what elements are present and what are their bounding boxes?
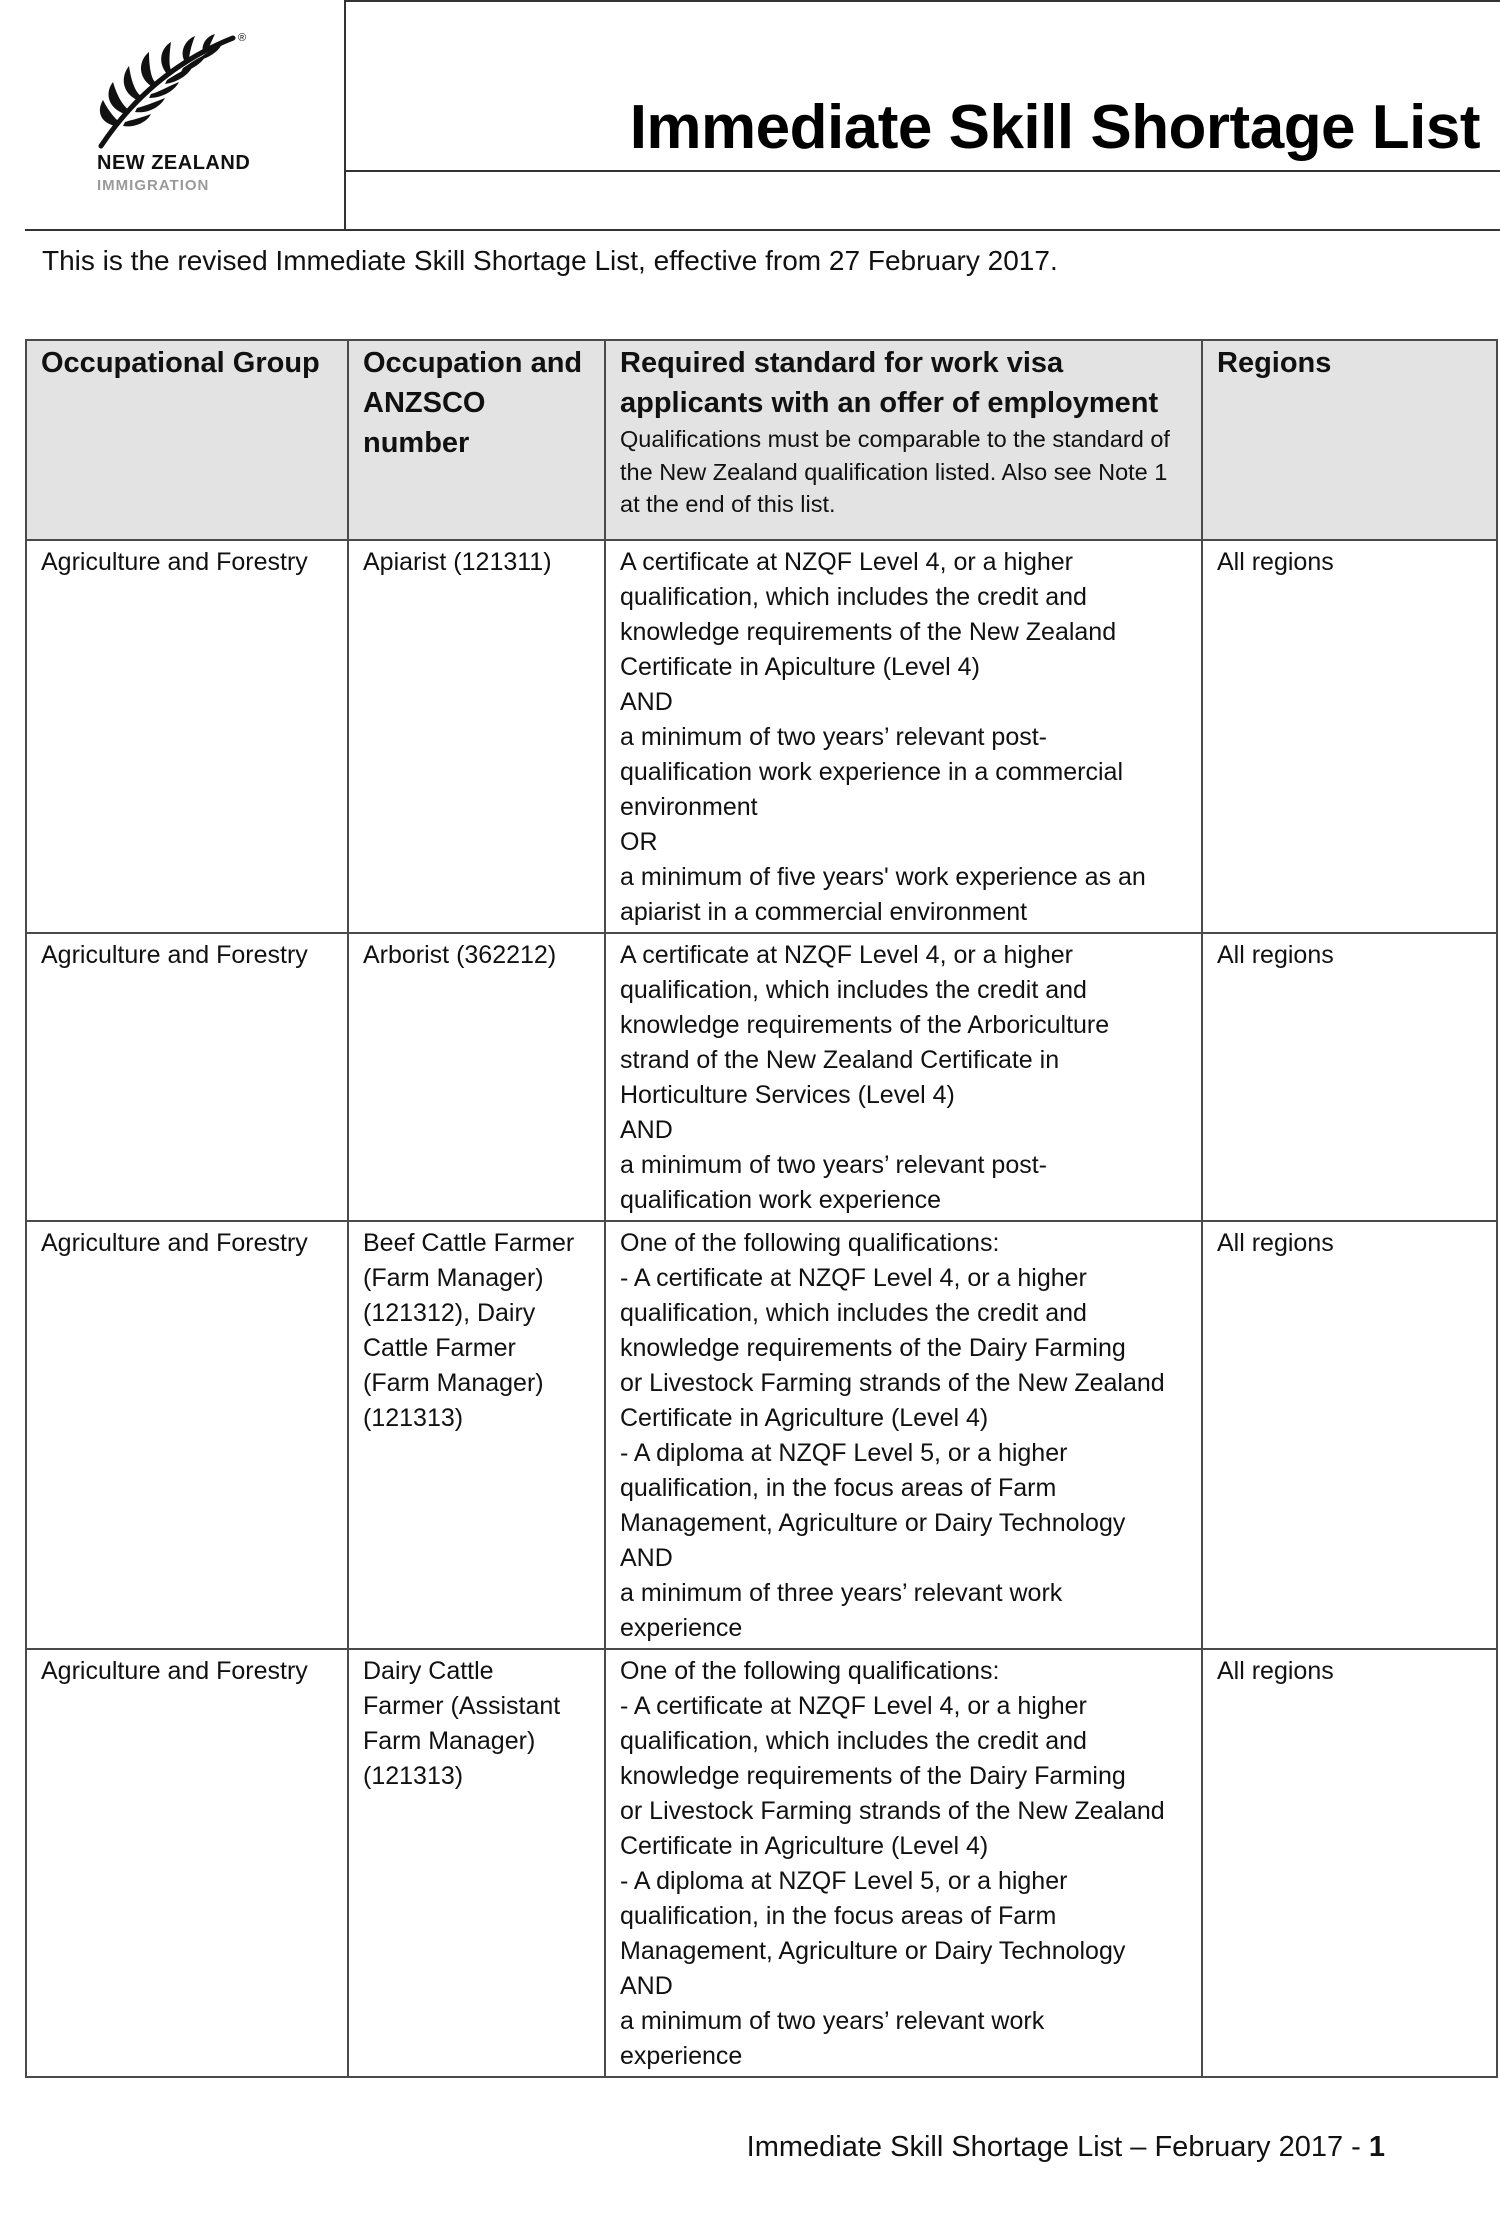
- standard-line: environment: [620, 793, 758, 821]
- header-rule-bottom: [25, 229, 1500, 231]
- cell-occupation: [348, 540, 605, 933]
- nz-immigration-logo: [95, 30, 275, 200]
- occupation-line: Apiarist (121311): [363, 548, 552, 576]
- standard-line: AND: [620, 1972, 673, 2000]
- occupation-line: (Farm Manager): [363, 1264, 544, 1292]
- table-row: [26, 1649, 1497, 2077]
- standard-line: A certificate at NZQF Level 4, or a higher: [620, 548, 1073, 576]
- standard-line: qualification work experience in a commercial: [620, 758, 1124, 786]
- occupation-line: Cattle Farmer: [363, 1334, 516, 1362]
- standard-line: - A certificate at NZQF Level 4, or a higher: [620, 1264, 1087, 1292]
- standard-line: Management, Agriculture or Dairy Technology: [620, 1937, 1126, 1965]
- document-title: Immediate Skill Shortage List: [629, 93, 1480, 162]
- silver-fern-icon: [95, 30, 245, 150]
- standard-line: Horticulture Services (Level 4): [620, 1081, 955, 1109]
- cell-required-standard: [605, 540, 1202, 933]
- standard-line: experience: [620, 1614, 743, 1642]
- cell-regions: All regions: [1202, 933, 1497, 1221]
- standard-line: a minimum of five years' work experience as an: [620, 863, 1146, 891]
- cell-regions: All regions: [1202, 1649, 1497, 2077]
- cell-required-standard: [605, 1221, 1202, 1649]
- standard-line: knowledge requirements of the Dairy Farming: [620, 1334, 1126, 1362]
- occupation-line: Farm Manager): [363, 1727, 536, 1755]
- table-row: [26, 933, 1497, 1221]
- cell-required-standard: [605, 1649, 1202, 2077]
- header-rule-vertical: [344, 0, 346, 230]
- table-header-row: [26, 340, 1497, 540]
- page-footer: [747, 2131, 1385, 2164]
- occupation-line: Arborist (362212): [363, 941, 557, 969]
- standard-line: AND: [620, 688, 673, 716]
- header-occupation: Occupation and ANZSCO number: [348, 340, 605, 540]
- registered-mark: ®: [238, 32, 247, 44]
- standard-line: qualification, which includes the credit and: [620, 1299, 1087, 1327]
- header-rule-middle: [344, 170, 1500, 172]
- skill-shortage-table: [25, 339, 1498, 2078]
- standard-line: strand of the New Zealand Certificate in: [620, 1046, 1060, 1074]
- cell-regions: All regions: [1202, 540, 1497, 933]
- header-occupational-group: Occupational Group: [26, 340, 348, 540]
- footer-page-number: 1: [1368, 2131, 1385, 2163]
- standard-line: qualification work experience: [620, 1186, 942, 1214]
- header-regions: Regions: [1202, 340, 1497, 540]
- logo-text-new-zealand: NEW ZEALAND: [97, 152, 251, 174]
- standard-line: - A certificate at NZQF Level 4, or a higher: [620, 1692, 1087, 1720]
- cell-occupational-group: Agriculture and Forestry: [26, 933, 348, 1221]
- standard-line: qualification, which includes the credit and: [620, 976, 1087, 1004]
- standard-line: apiarist in a commercial environment: [620, 898, 1028, 926]
- header-required-standard: [605, 340, 1202, 540]
- standard-line: - A diploma at NZQF Level 5, or a higher: [620, 1867, 1068, 1895]
- cell-occupational-group: Agriculture and Forestry: [26, 1649, 348, 2077]
- header-required-standard-title: Required standard for work visa applicants with an offer of employment: [620, 347, 1159, 419]
- occupation-line: (Farm Manager): [363, 1369, 544, 1397]
- cell-occupation: [348, 1649, 605, 2077]
- standard-line: a minimum of two years’ relevant post-: [620, 1151, 1048, 1179]
- standard-line: qualification, in the focus areas of Farm: [620, 1902, 1057, 1930]
- intro-text: This is the revised Immediate Skill Shortage List, effective from 27 February 2017.: [42, 245, 1058, 276]
- standard-line: OR: [620, 828, 658, 856]
- standard-line: One of the following qualifications:: [620, 1657, 1000, 1685]
- occupation-line: Farmer (Assistant: [363, 1692, 561, 1720]
- header-required-standard-note: Qualifications must be comparable to the standard of the New Zealand qualification listed. Also see Note 1 at the end of this list.: [620, 426, 1170, 517]
- standard-line: qualification, which includes the credit and: [620, 1727, 1087, 1755]
- standard-line: knowledge requirements of the New Zealand: [620, 618, 1117, 646]
- occupation-line: Beef Cattle Farmer: [363, 1229, 575, 1257]
- standard-line: a minimum of two years’ relevant work: [620, 2007, 1045, 2035]
- occupation-line: (121312), Dairy: [363, 1299, 536, 1327]
- standard-line: AND: [620, 1116, 673, 1144]
- table-row: [26, 1221, 1497, 1649]
- cell-occupation: [348, 1221, 605, 1649]
- standard-line: qualification, in the focus areas of Farm: [620, 1474, 1057, 1502]
- standard-line: Certificate in Agriculture (Level 4): [620, 1832, 989, 1860]
- standard-line: - A diploma at NZQF Level 5, or a higher: [620, 1439, 1068, 1467]
- standard-line: One of the following qualifications:: [620, 1229, 1000, 1257]
- standard-line: or Livestock Farming strands of the New Zealand: [620, 1797, 1165, 1825]
- cell-required-standard: [605, 933, 1202, 1221]
- header-rule-top: [344, 0, 1500, 2]
- standard-line: experience: [620, 2042, 743, 2070]
- standard-line: A certificate at NZQF Level 4, or a higher: [620, 941, 1073, 969]
- standard-line: knowledge requirements of the Arboriculture: [620, 1011, 1110, 1039]
- table-row: [26, 540, 1497, 933]
- occupation-line: Dairy Cattle: [363, 1657, 494, 1685]
- standard-line: AND: [620, 1544, 673, 1572]
- standard-line: a minimum of two years’ relevant post-: [620, 723, 1048, 751]
- occupation-line: (121313): [363, 1762, 464, 1790]
- logo-text-immigration: IMMIGRATION: [97, 177, 210, 194]
- standard-line: qualification, which includes the credit and: [620, 583, 1087, 611]
- standard-line: Management, Agriculture or Dairy Technology: [620, 1509, 1126, 1537]
- standard-line: Certificate in Agriculture (Level 4): [620, 1404, 989, 1432]
- cell-occupation: [348, 933, 605, 1221]
- cell-regions: All regions: [1202, 1221, 1497, 1649]
- cell-occupational-group: Agriculture and Forestry: [26, 1221, 348, 1649]
- footer-text: Immediate Skill Shortage List – February 2017 -: [746, 2131, 1369, 2163]
- standard-line: or Livestock Farming strands of the New Zealand: [620, 1369, 1165, 1397]
- standard-line: a minimum of three years’ relevant work: [620, 1579, 1063, 1607]
- cell-occupational-group: Agriculture and Forestry: [26, 540, 348, 933]
- standard-line: Certificate in Apiculture (Level 4): [620, 653, 980, 681]
- occupation-line: (121313): [363, 1404, 464, 1432]
- standard-line: knowledge requirements of the Dairy Farming: [620, 1762, 1126, 1790]
